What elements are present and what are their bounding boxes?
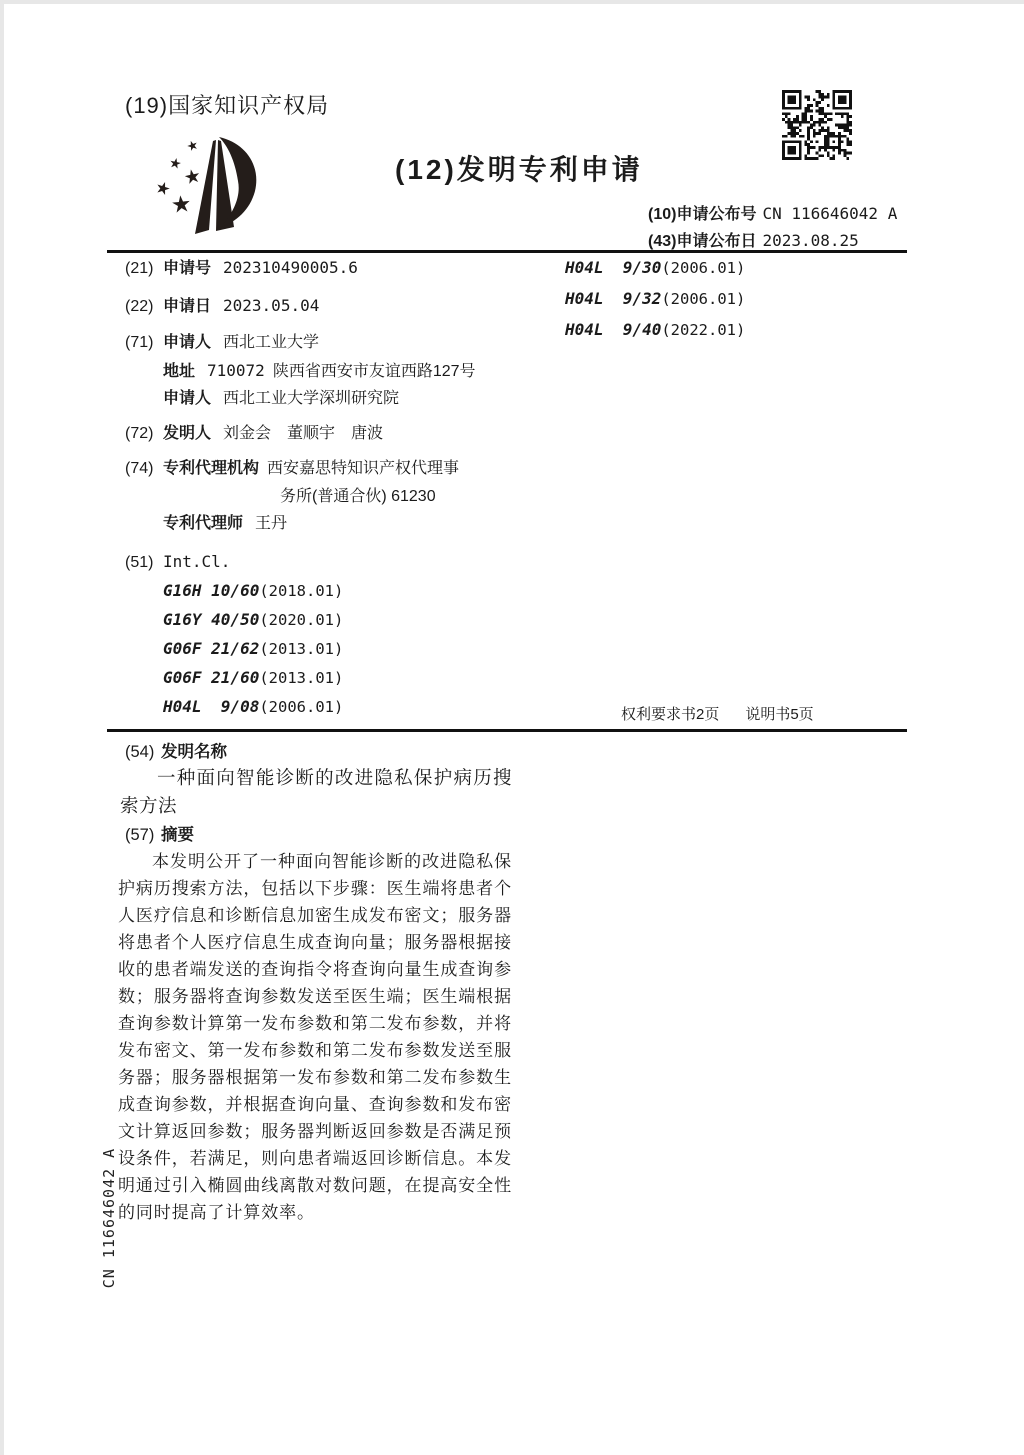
star-icon: ★ [184,137,201,156]
ipc-year: (2006.01) [661,259,746,277]
side-publication-code: CN 116646042 A [100,1147,118,1289]
ipc-entry [565,320,905,341]
biblio-right-column [565,258,905,341]
inid-code: (22) [125,298,154,315]
patent-front-page [4,4,1024,1455]
field-label: 申请日 [163,298,212,315]
applicant-row-2 [125,389,555,409]
pages-info [621,703,814,724]
ipc-code: H04L 9/30 [565,258,662,277]
star-icon: ★ [152,177,174,201]
publication-number-row [648,201,897,224]
ipc-entry [125,697,555,718]
application-number-row [125,258,555,279]
ipc-year: (2018.01) [259,582,344,600]
section-divider-rule [107,729,907,732]
cnipa-logo [150,132,296,250]
star-icon: ★ [181,164,204,190]
agent-row [125,514,555,534]
ipc-code: G06F 21/62 [163,639,260,658]
ipc-code: H04L 9/08 [163,697,260,716]
ipc-code: G06F 21/60 [163,668,260,687]
ipc-entry [565,258,905,279]
field-value: 西北工业大学 [223,334,320,351]
field-value: 务所(普通合伙) 61230 [280,488,436,505]
logo-graphic [150,132,296,250]
publication-date-value: 2023.08.25 [762,231,859,250]
field-label: 地址 [163,363,196,380]
biblio-left-column [125,258,555,718]
inid-code: (54) [125,743,155,761]
inid-code: (72) [125,425,154,442]
description-pages: 说明书5页 [745,706,814,723]
invention-title-heading [125,738,227,762]
applicant-row [125,333,555,353]
office-name: (19)国家知识产权局 [125,93,330,118]
field-value: 陕西省西安市友谊西路127号 [272,363,476,380]
field-label: 申请人 [163,334,212,351]
ipc-entry [125,581,555,602]
star-icon: ★ [169,190,193,220]
inid-code: (57) [125,826,155,844]
section-label: 摘要 [161,826,194,844]
ipc-code: G16Y 40/50 [163,610,260,629]
field-value: 西北工业大学深圳研究院 [223,390,400,407]
int-cl-row [125,552,555,573]
application-date-row [125,296,555,317]
ipc-code: H04L 9/40 [565,320,662,339]
field-value: 202310490005.6 [223,258,358,277]
inventors-row [125,424,555,444]
field-value: 2023.05.04 [223,296,320,315]
ipc-entry [565,289,905,310]
agency-continuation-row [125,487,555,507]
header-divider-rule [107,250,907,253]
ipc-year: (2013.01) [259,640,344,658]
publication-date-label: (43)申请公布日 [648,233,757,250]
inid-code: (21) [125,260,154,277]
field-label: 专利代理机构 [163,460,260,477]
agency-row [125,459,555,479]
ipc-entry [125,668,555,689]
field-label: 专利代理师 [163,515,244,532]
inid-code: (71) [125,334,154,351]
inid-code: (74) [125,460,154,477]
ipc-year: (2020.01) [259,611,344,629]
field-value: 刘金会 董顺宇 唐波 [223,425,384,442]
document-type-title: (12)发明专利申请 [395,154,643,185]
ipc-entry [125,639,555,660]
field-value: 西安嘉思特知识产权代理事 [267,460,460,477]
address-row [125,361,555,382]
qr-code [782,90,852,160]
inid-code: (51) [125,554,154,571]
claims-pages: 权利要求书2页 [621,706,720,723]
ipc-year: (2022.01) [661,321,746,339]
section-label: 发明名称 [161,743,227,761]
star-icon: ★ [167,154,184,174]
address-zip: 710072 [207,361,265,380]
ipc-code: G16H 10/60 [163,581,260,600]
abstract-text: 本发明公开了一种面向智能诊断的改进隐私保护病历搜索方法，包括以下步骤：医生端将患者个人医疗信息和诊断信息加密生成发布密文；服务器将患者个人医疗信息生成查询向量；服务器根据接收的患者端发送的查询指令将查询向量生成查询参数；服务器将查询参数发送至医生端；医生端根据查询参数计算第一发布参数和第二发布参数，并将发布密文、第一发布参数和第二发布参数发送至服务器；服务器根据第一发布参数和第二发布参数生成查询参数，并根据查询向量、查询参数和发布密文计算返回参数；服务器判断返回参数是否满足预设条件，若满足，则向患者端返回诊断信息。本发明通过引入椭圆曲线离散对数问题，在提高安全性的同时提高了计算效率。 [118,852,512,1222]
publication-date-row [648,228,859,251]
field-value: 王丹 [255,515,288,532]
field-label: 申请人 [163,390,212,407]
ipc-entry [125,610,555,631]
ipc-year: (2013.01) [259,669,344,687]
publication-number-label: (10)申请公布号 [648,206,757,223]
ipc-year: (2006.01) [661,290,746,308]
field-label: Int.Cl. [163,552,231,571]
invention-title: 一种面向智能诊断的改进隐私保护病历搜索方法 [120,767,512,816]
ipc-year: (2006.01) [259,698,344,716]
field-label: 发明人 [163,425,212,442]
field-label: 申请号 [163,260,212,277]
publication-number-value: CN 116646042 A [762,204,898,223]
ipc-code: H04L 9/32 [565,289,662,308]
abstract-heading [125,821,194,845]
